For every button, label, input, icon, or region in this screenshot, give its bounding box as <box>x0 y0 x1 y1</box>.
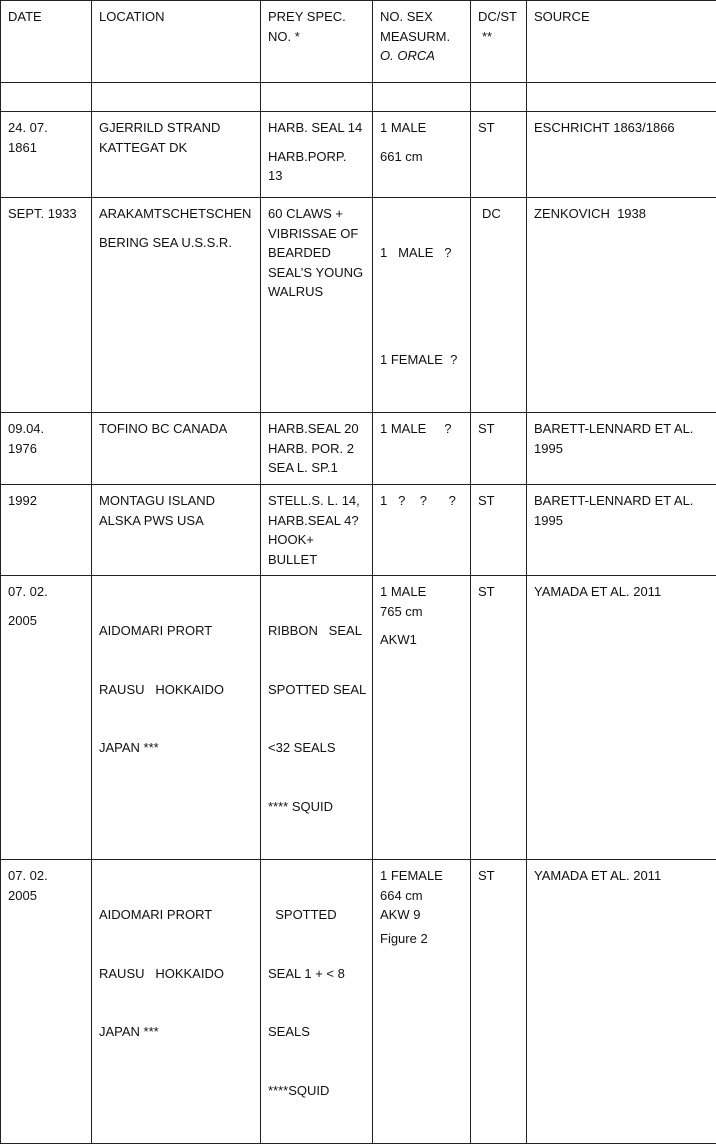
cell-dcst: ST <box>471 112 527 198</box>
cell-location: ARAKAMTSCHETSCHEN BERING SEA U.S.S.R. <box>92 198 261 413</box>
cell-source: BARETT-LENNARD ET AL. 1995 <box>527 485 716 576</box>
cell-sex: 1 MALE ? <box>373 413 471 485</box>
cell-sex: 1 FEMALE 664 cm AKW 9 Figure 2 <box>373 860 471 1144</box>
cell-sex: 1 ? ? ? <box>373 485 471 576</box>
header-location: LOCATION <box>92 1 261 83</box>
cell-date: 1992 <box>1 485 92 576</box>
table-row <box>1 413 716 485</box>
cell-source: BARETT-LENNARD ET AL. 1995 <box>527 413 716 485</box>
header-prey: PREY SPEC. NO. * <box>261 1 373 83</box>
cell-location: MONTAGU ISLAND ALSKA PWS USA <box>92 485 261 576</box>
cell-dcst: ST <box>471 413 527 485</box>
cell-location: GJERRILD STRAND KATTEGAT DK <box>92 112 261 198</box>
header-sex: NO. SEX MEASURM. O. ORCA <box>373 1 471 83</box>
cell-location: AIDOMARI PRORT RAUSU HOKKAIDO JAPAN *** <box>92 860 261 1144</box>
table-row <box>1 860 716 1144</box>
cell-dcst: ST <box>471 485 527 576</box>
cell-prey: RIBBON SEAL SPOTTED SEAL <32 SEALS **** SQUID <box>261 576 373 860</box>
cell-sex: 1 MALE 765 cm AKW1 <box>373 576 471 860</box>
cell-dcst: ST <box>471 860 527 1144</box>
cell-source: ZENKOVICH 1938 <box>527 198 716 413</box>
cell-date: 07. 02. 2005 <box>1 860 92 1144</box>
table-row <box>1 112 716 198</box>
header-date: DATE <box>1 1 92 83</box>
blank-row <box>1 83 716 112</box>
cell-prey: 60 CLAWS + VIBRISSAE OF BEARDED SEAL’S YOUNG WALRUS <box>261 198 373 413</box>
table-row <box>1 576 716 860</box>
cell-source: YAMADA ET AL. 2011 <box>527 576 716 860</box>
cell-dcst: DC <box>471 198 527 413</box>
cell-prey: HARB.SEAL 20 HARB. POR. 2 SEA L. SP.1 <box>261 413 373 485</box>
cell-source: ESCHRICHT 1863/1866 <box>527 112 716 198</box>
table-row <box>1 198 716 413</box>
table-row <box>1 485 716 576</box>
cell-prey: STELL.S. L. 14, HARB.SEAL 4? HOOK+ BULLET <box>261 485 373 576</box>
cell-date: SEPT. 1933 <box>1 198 92 413</box>
cell-location: TOFINO BC CANADA <box>92 413 261 485</box>
header-source: SOURCE <box>527 1 716 83</box>
cell-source: YAMADA ET AL. 2011 <box>527 860 716 1144</box>
cell-prey: HARB. SEAL 14 HARB.PORP. 13 <box>261 112 373 198</box>
cell-sex: 1 MALE 661 cm <box>373 112 471 198</box>
cell-dcst: ST <box>471 576 527 860</box>
cell-prey: SPOTTED SEAL 1 + < 8 SEALS ****SQUID <box>261 860 373 1144</box>
cell-location: AIDOMARI PRORT RAUSU HOKKAIDO JAPAN *** <box>92 576 261 860</box>
cell-date: 24. 07. 1861 <box>1 112 92 198</box>
header-dcst: DC/ST ** <box>471 1 527 83</box>
cell-date: 07. 02. 2005 <box>1 576 92 860</box>
cell-date: 09.04. 1976 <box>1 413 92 485</box>
header-row <box>1 1 716 83</box>
cell-sex: 1 MALE ? 1 FEMALE ? <box>373 198 471 413</box>
